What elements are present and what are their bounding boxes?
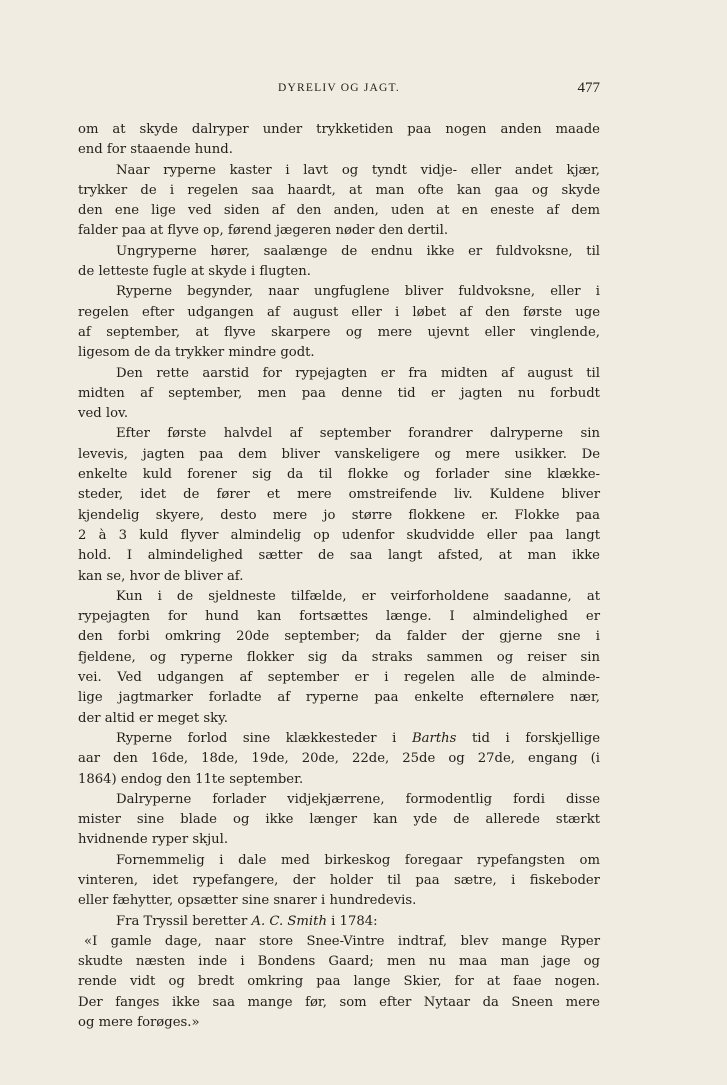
text-line: «I gamle dage, naar store Snee-Vintre indtraf, blev mange Ryper xyxy=(84,933,600,949)
text-line: af september, at flyve skarpere og mere ujevnt eller vinglende, xyxy=(78,324,600,340)
text-line: skudte næsten inde i Bondens Gaard; men nu maa man jage og xyxy=(78,954,600,970)
text-line: Ungryperne hører, saalænge de endnu ikke er fuldvoksne, til xyxy=(116,243,600,259)
text-line: eller fæhytter, opsætter sine snarer i hundredevis. xyxy=(78,893,417,909)
text-line: midten af september, men paa denne tid er jagten nu forbudt xyxy=(78,385,600,401)
text-line: Dalryperne forlader vidjekjærrene, formodentlig fordi disse xyxy=(116,791,600,807)
text-line: kan se, hvor de bliver af. xyxy=(78,568,244,584)
text-line: de letteste fugle at skyde i flugten. xyxy=(78,264,311,280)
text-line: rende vidt og bredt omkring paa lange Skier, for at faae nogen. xyxy=(78,974,600,990)
text-line: end for staaende hund. xyxy=(78,142,233,158)
text-line: Der fanges ikke saa mange før, som efter Nytaar da Sneen mere xyxy=(78,994,600,1010)
text-line: den forbi omkring 20de september; da falder der gjerne sne i xyxy=(78,629,600,645)
text-line: rypejagten for hund kan fortsættes længe. I almindelighed er xyxy=(78,609,600,625)
text-line: kjendelig skyere, desto mere jo større flokkene er. Flokke paa xyxy=(78,507,600,523)
text-line: 1864) endog den 11te september. xyxy=(78,771,304,787)
text-line: lige jagtmarker forladte af ryperne paa enkelte efternølere nær, xyxy=(78,690,600,706)
text-line: trykker de i regelen saa haardt, at man ofte kan gaa og skyde xyxy=(78,182,600,198)
text-line: fjeldene, og ryperne flokker sig da straks sammen og reiser sin xyxy=(78,649,600,665)
text-line: hvidnende ryper skjul. xyxy=(78,832,229,848)
text-line: regelen efter udgangen af august eller i løbet af den første uge xyxy=(78,304,600,320)
running-head-title: DYRELIV OG JAGT. xyxy=(278,82,400,94)
text-line: Fra Tryssil beretter A. C. Smith i 1784: xyxy=(116,913,378,929)
italic-name: Barths xyxy=(411,730,457,746)
italic-name: A. C. Smith xyxy=(251,913,327,929)
text-line: Kun i de sjeldneste tilfælde, er veirforholdene saadanne, at xyxy=(116,588,600,604)
text-line: steder, idet de fører et mere omstreifende liv. Kuldene bliver xyxy=(78,487,600,503)
text-line: vinteren, idet rypefangere, der holder til paa sætre, i fiskeboder xyxy=(78,872,600,888)
body-text xyxy=(78,120,600,1033)
text-line: enkelte kuld forener sig da til flokke og forlader sine klække- xyxy=(78,467,600,483)
text-line: ligesom de da trykker mindre godt. xyxy=(78,345,315,361)
text-line: Efter første halvdel af september forandrer dalryperne sin xyxy=(116,426,600,442)
text-line: Den rette aarstid for rypejagten er fra midten af august til xyxy=(116,365,600,381)
running-head xyxy=(78,82,600,100)
text-line: vei. Ved udgangen af september er i regelen alle de alminde- xyxy=(78,670,600,686)
text-line: Fornemmelig i dale med birkeskog foregaar rypefangsten om xyxy=(116,852,600,868)
text-line: falder paa at flyve op, førend jægeren nøder den dertil. xyxy=(78,223,449,239)
text-line: Naar ryperne kaster i lavt og tyndt vidje- eller andet kjær, xyxy=(116,162,600,178)
text-line: den ene lige ved siden af den anden, uden at en eneste af dem xyxy=(78,203,600,219)
text-line: mister sine blade og ikke længer kan yde de allerede stærkt xyxy=(78,812,600,828)
text-line: hold. I almindelighed sætter de saa langt afsted, at man ikke xyxy=(78,548,600,564)
text-line: Ryperne begynder, naar ungfuglene bliver fuldvoksne, eller i xyxy=(116,284,600,300)
text-line: ved lov. xyxy=(78,406,129,422)
text-line: levevis, jagten paa dem bliver vanskeligere og mere usikker. De xyxy=(78,446,600,462)
text-line: aar den 16de, 18de, 19de, 20de, 22de, 25de og 27de, engang (i xyxy=(78,751,600,767)
text-line: og mere forøges.» xyxy=(78,1015,200,1031)
text-line: der altid er meget sky. xyxy=(78,710,228,726)
text-line: Ryperne forlod sine klækkesteder i Barths tid i forskjellige xyxy=(116,730,600,746)
text-line: om at skyde dalryper under trykketiden paa nogen anden maade xyxy=(78,122,600,137)
text-line: 2 à 3 kuld flyver almindelig op udenfor skudvidde eller paa langt xyxy=(78,527,600,543)
page-number: 477 xyxy=(577,80,600,96)
